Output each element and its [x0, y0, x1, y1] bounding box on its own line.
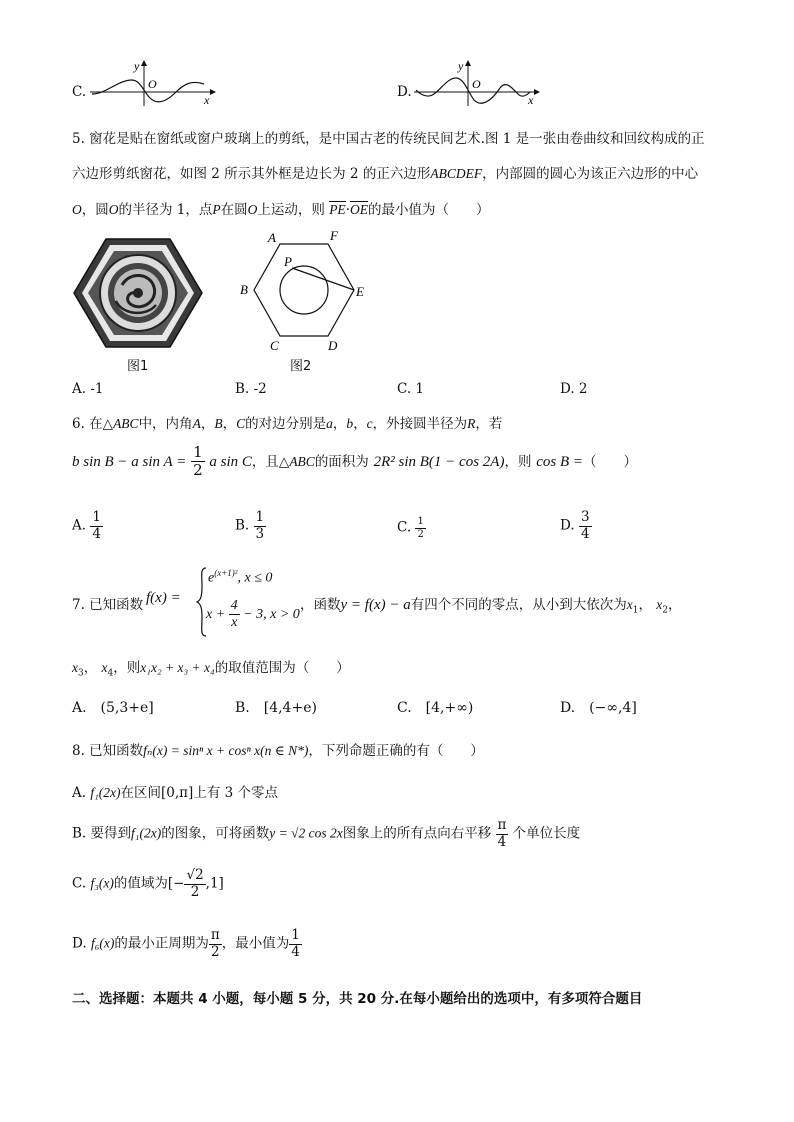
- point-p: P: [284, 254, 292, 269]
- q7-option-d: D. (−∞,4]: [560, 700, 637, 716]
- q6-equation-half: $\frac{1}{2}$: [193, 443, 203, 480]
- q4-option-d-label: D.: [397, 84, 412, 100]
- q6-line-1: 6. 在△ABC中，内角A，B，C的对边分别是a，b，c，外接圆半径为R，若: [72, 416, 503, 432]
- q7-case-2: x + $\frac{4}{x}$ − 3, x > 0: [206, 598, 300, 631]
- q8-option-d: D. f₆(x)的最小正周期为 $\frac{\pi}{2}$ ，最小值为 $\frac{1}{4}$: [72, 927, 300, 960]
- q5-line-2: 六边形剪纸窗花，如图 2 所示其外框是边长为 2 的正六边形ABCDEF，内部圆的圆心为该正六边形的中心: [72, 166, 699, 182]
- q8-lead: 8. 已知函数fₙ(x) = sinⁿ x + cosⁿ x(n ∈ N*)，下列命题正确的有（ ）: [72, 743, 484, 759]
- q4-option-c-label: C.: [72, 84, 87, 100]
- vector-pe: PE: [329, 202, 346, 217]
- q5-option-a: A. -1: [72, 381, 104, 397]
- q7-option-c: C. [4,+∞): [397, 700, 474, 716]
- vertex-f: F: [330, 228, 338, 243]
- q4-c-axis-x: x: [204, 93, 210, 107]
- vertex-e: E: [356, 284, 364, 299]
- q4-d-axis-x: x: [528, 93, 534, 107]
- q5-option-d: D. 2: [560, 381, 588, 397]
- q6-option-d: D. $\frac{3}{4}$: [560, 509, 590, 542]
- q7-lead: 7. 已知函数: [72, 597, 144, 613]
- vertex-a: A: [268, 230, 276, 245]
- figure-1-caption: 图1: [127, 359, 149, 374]
- q4-d-origin: O: [472, 77, 481, 91]
- q8-option-b: B. 要得到f₁(2x)的图象，可将函数y = √2 cos 2x图象上的所有点向右平移 $\frac{\pi}{4}$ 个单位长度: [72, 817, 581, 850]
- figure-2-caption: 图2: [290, 359, 312, 374]
- figure-2-hexagon: [232, 226, 372, 354]
- q5-option-c: C. 1: [397, 381, 425, 397]
- vertex-d: D: [328, 338, 338, 353]
- vertex-b: B: [240, 282, 248, 297]
- q7-line-1-tail: ，函数y = f(x) − a有四个不同的零点，从小到大依次为$x_1$， $x_2$，: [300, 597, 682, 616]
- q7-fx: f(x) =: [146, 590, 181, 606]
- q5-line-3: O，圆O的半径为 1，点P在圆O上运动，则 PE·OE的最小值为（ ）: [72, 202, 490, 218]
- q6-option-c: C. $\frac{1}{2}$: [397, 516, 424, 540]
- section-2-heading: 二、选择题：本题共 4 小题，每小题 5 分，共 20 分.在每小题给出的选项中，有多项符合题目: [72, 991, 643, 1007]
- vector-oe: OE: [349, 202, 368, 217]
- q6-equation-left: b sin B − a sin A =: [72, 453, 187, 470]
- q4-c-origin: O: [148, 77, 157, 91]
- figure-1-paper-cut: [72, 235, 204, 353]
- q6-option-a: A. $\frac{1}{4}$: [72, 509, 101, 542]
- vertex-c: C: [270, 338, 279, 353]
- q5-line-1: 5. 窗花是贴在窗纸或窗户玻璃上的剪纸，是中国古老的传统民间艺术.图 1 是一张由卷曲纹和回纹构成的正: [72, 131, 705, 147]
- q4-graph-c: [88, 58, 218, 108]
- q7-line-2: $x_3$， $x_4$，则x₁x₂ + x₃ + x₄的取值范围为（ ）: [72, 660, 350, 679]
- q6-line-2: b sin B − a sin A = $\frac{1}{2}$ a sin C，且△ABC的面积为 2R² sin B(1 − cos 2A)，则 cos B =（ ）: [72, 443, 638, 480]
- q7-case-1: $e^{(x+1)^2}$, x ≤ 0: [208, 568, 273, 586]
- q7-option-a: A. (5,3+e]: [72, 700, 154, 716]
- q7-option-b: B. [4,4+e): [235, 700, 317, 716]
- q8-option-a: A. f₁(2x)在区间[0,π]上有 3 个零点: [72, 785, 278, 801]
- q4-d-axis-y: y: [458, 59, 464, 73]
- q4-c-axis-y: y: [134, 59, 140, 73]
- q5-option-b: B. -2: [235, 381, 267, 397]
- q8-option-c: C. f₃(x)的值域为[− $\frac{√2}{2}$ ,1]: [72, 867, 224, 900]
- q6-area-expression: 2R² sin B(1 − cos 2A): [373, 453, 505, 470]
- q6-option-b: B. $\frac{1}{3}$: [235, 509, 265, 542]
- q4-graph-d: [412, 58, 542, 108]
